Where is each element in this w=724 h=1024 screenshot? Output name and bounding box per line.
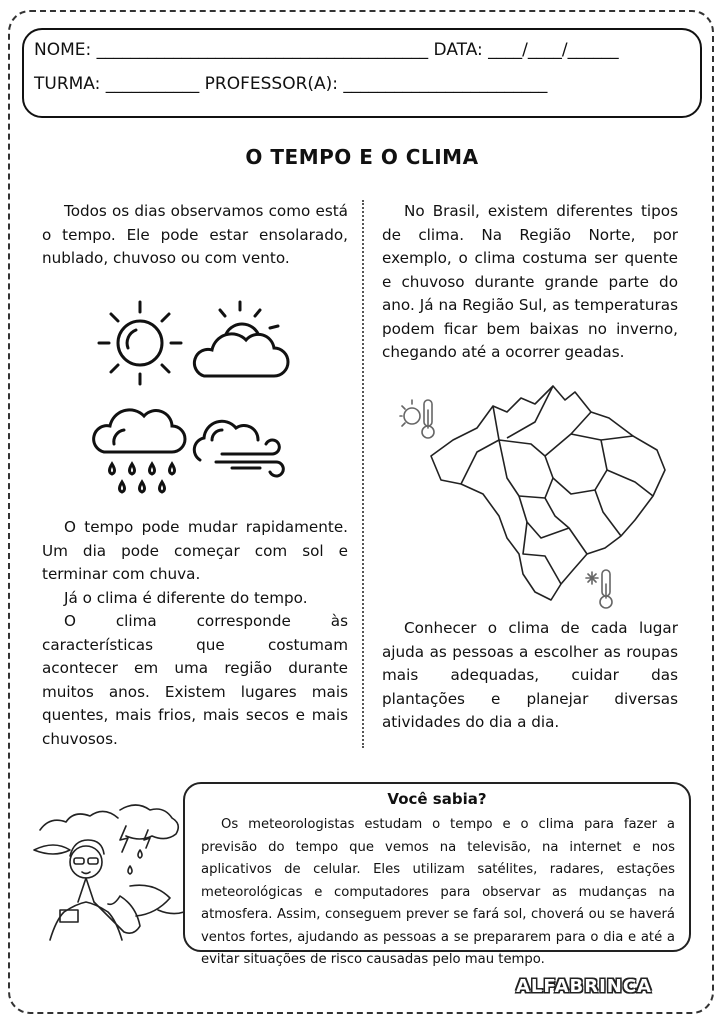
meteorologist-illustration — [30, 790, 190, 950]
class-teacher-line: TURMA: ___________ PROFESSOR(A): ________________________ — [34, 74, 548, 94]
partly-cloudy-icon — [190, 298, 290, 382]
column-divider — [362, 200, 364, 748]
paragraph: Conhecer o clima de cada lugar ajuda as pessoas a escolher as roupas mais adequadas, cuidar das plantações e planejar diversas atividades do dia a dia. — [382, 619, 678, 731]
left-intro — [42, 200, 348, 271]
paragraph: No Brasil, existem diferentes tipos de clima. Na Região Norte, por exemplo, o clima costuma ser quente e chuvoso durante grande parte do ano. Já na Região Sul, as temperaturas podem ficar bem baixas no inverno, chegando até a ocorrer geadas. — [382, 202, 678, 361]
cold-thermometer-icon — [586, 566, 620, 610]
page-title: O TEMPO E O CLIMA — [245, 145, 479, 169]
paragraph: O tempo pode mudar rapidamente. Um dia pode começar com sol e terminar com chuva. — [42, 518, 348, 583]
rain-cloud-icon — [92, 402, 188, 502]
paragraph: Todos os dias observamos como está o tempo. Ele pode estar ensolarado, nublado, chuvoso ou com vento. — [42, 202, 348, 267]
paragraph: O clima corresponde às características que costumam acontecer em uma região durante muitos anos. Existem lugares mais quentes, mais frios, mais secos e mais chuvosos. — [42, 612, 348, 748]
right-body — [382, 617, 678, 735]
box-title: Você sabia? — [387, 790, 487, 808]
sun-icon — [95, 298, 185, 388]
hot-thermometer-icon — [398, 396, 442, 440]
box-paragraph: Os meteorologistas estudam o tempo e o clima para fazer a previsão do tempo que vemos na televisão, na internet e nos aplicativos de celular. Eles utilizam satélites, radares, estações meteorológicas e computadores para observar as mudanças na atmosfera. Assim, conseguem prever se fará sol, choverá ou se haverá ventos fortes, ajudando as pessoas a se prepararem para o dia e até a evitar situações de risco causadas pelo mau tempo. — [201, 817, 675, 967]
left-body — [42, 516, 348, 751]
right-intro — [382, 200, 678, 365]
windy-cloud-icon — [192, 408, 292, 478]
brand-logo: ALFABRINCA — [515, 976, 652, 997]
paragraph: Já o clima é diferente do tempo. — [64, 588, 308, 607]
student-header — [22, 28, 702, 118]
name-date-line: NOME: _______________________________________ DATA: ____/____/______ — [34, 40, 619, 60]
did-you-know-box — [183, 782, 691, 967]
box-text — [201, 814, 675, 972]
